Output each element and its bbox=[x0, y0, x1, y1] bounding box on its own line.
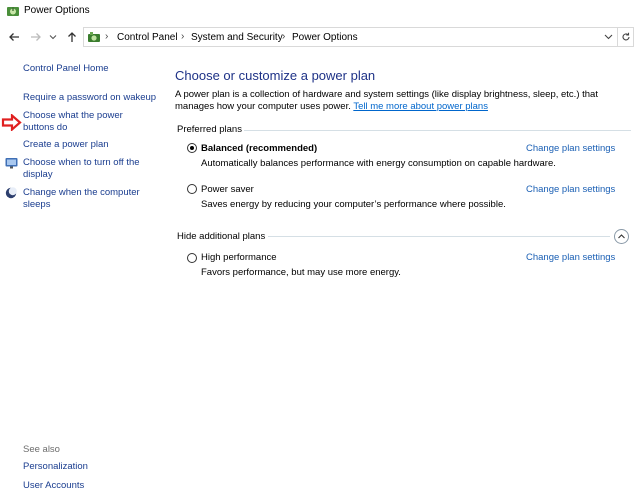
forward-button[interactable] bbox=[28, 29, 44, 45]
control-panel-home-link[interactable]: Control Panel Home bbox=[23, 63, 109, 74]
breadcrumb-power-options[interactable]: Power Options bbox=[292, 32, 358, 43]
create-power-plan-link[interactable]: Create a power plan bbox=[23, 139, 109, 150]
balanced-plan-description: Automatically balances performance with energy consumption on capable hardware. bbox=[201, 158, 556, 169]
breadcrumb-control-panel[interactable]: Control Panel bbox=[117, 32, 178, 43]
power-saver-radio[interactable] bbox=[187, 184, 197, 194]
refresh-icon bbox=[621, 32, 631, 42]
arrow-left-icon bbox=[8, 31, 20, 43]
link-line: Change when the computer bbox=[23, 187, 140, 198]
divider bbox=[268, 236, 610, 237]
navigation-bar bbox=[0, 26, 640, 48]
balanced-plan-name[interactable]: Balanced (recommended) bbox=[201, 143, 318, 154]
balanced-radio[interactable] bbox=[187, 143, 197, 153]
breadcrumb-separator: › bbox=[181, 31, 185, 42]
link-line: Choose what the power bbox=[23, 110, 123, 121]
chevron-up-icon bbox=[617, 232, 626, 241]
chevron-down-icon bbox=[49, 33, 57, 41]
link-line: buttons do bbox=[23, 122, 68, 133]
change-sleep-link[interactable] bbox=[23, 187, 140, 211]
high-performance-radio[interactable] bbox=[187, 253, 197, 263]
link-line: Choose when to turn off the bbox=[23, 157, 140, 168]
up-button[interactable] bbox=[64, 29, 80, 45]
address-history-button[interactable] bbox=[604, 32, 613, 44]
high-performance-plan-description: Favors performance, but may use more energy. bbox=[201, 267, 401, 278]
display-shield-icon bbox=[5, 157, 18, 169]
breadcrumb-system-security[interactable]: System and Security bbox=[191, 32, 283, 43]
preferred-plans-label: Preferred plans bbox=[177, 124, 242, 135]
page-description bbox=[175, 89, 635, 113]
power-options-icon bbox=[6, 4, 20, 21]
turn-off-display-link[interactable] bbox=[23, 157, 140, 181]
link-line: display bbox=[23, 169, 53, 180]
page-title: Choose or customize a power plan bbox=[175, 68, 376, 83]
learn-more-link[interactable]: Tell me more about power plans bbox=[353, 101, 488, 112]
arrow-right-icon bbox=[30, 31, 42, 43]
arrow-up-icon bbox=[66, 31, 78, 43]
power-saver-plan-description: Saves energy by reducing your computer’s performance where possible. bbox=[201, 199, 506, 210]
power-saver-change-settings-link[interactable]: Change plan settings bbox=[526, 184, 616, 195]
recent-locations-button[interactable] bbox=[48, 29, 58, 45]
link-line: sleeps bbox=[23, 199, 51, 210]
high-performance-plan-name[interactable]: High performance bbox=[201, 252, 277, 263]
sleep-moon-icon bbox=[5, 187, 17, 199]
high-performance-change-settings-link[interactable]: Change plan settings bbox=[526, 252, 616, 263]
balanced-change-settings-link[interactable]: Change plan settings bbox=[526, 143, 616, 154]
breadcrumb-separator: › bbox=[105, 31, 109, 42]
require-password-link[interactable]: Require a password on wakeup bbox=[23, 92, 157, 103]
breadcrumb-separator: › bbox=[282, 31, 286, 42]
personalization-link[interactable]: Personalization bbox=[23, 461, 88, 472]
control-panel-icon bbox=[87, 30, 101, 47]
window-title: Power Options bbox=[24, 5, 90, 16]
title-bar bbox=[0, 0, 640, 22]
collapse-plans-button[interactable] bbox=[614, 229, 629, 244]
red-arrow-icon bbox=[1, 114, 22, 131]
hide-additional-plans-label: Hide additional plans bbox=[177, 231, 266, 242]
user-accounts-link[interactable]: User Accounts bbox=[23, 480, 85, 491]
address-bar[interactable] bbox=[83, 27, 618, 47]
divider bbox=[244, 130, 631, 131]
see-also-heading: See also bbox=[23, 444, 60, 455]
power-saver-plan-name[interactable]: Power saver bbox=[201, 184, 254, 195]
refresh-button[interactable] bbox=[618, 27, 634, 47]
choose-power-buttons-link[interactable] bbox=[23, 110, 123, 134]
back-button[interactable] bbox=[6, 29, 22, 45]
chevron-down-icon bbox=[604, 32, 613, 41]
description-text: A power plan is a collection of hardware and system settings (like display brightness, sleep, etc.) that manages how your computer uses power. bbox=[175, 89, 598, 112]
